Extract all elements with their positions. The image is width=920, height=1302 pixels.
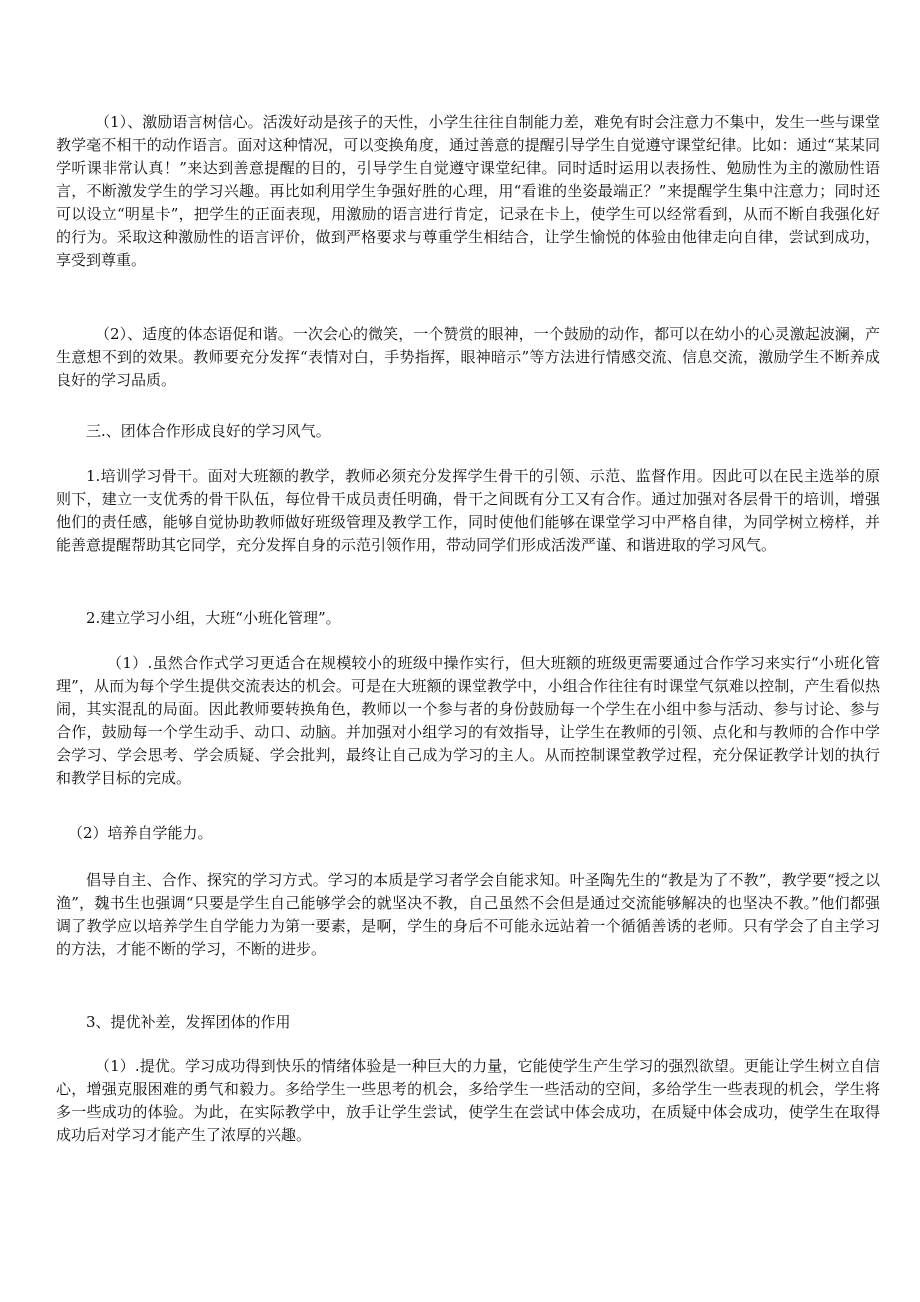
- section-heading-team-cooperation: 三.、团体合作形成良好的学习风气。: [86, 422, 331, 440]
- subheading-tiered-support: 3、提优补差，发挥团体的作用: [86, 1013, 291, 1031]
- paragraph-excellence: （1）.提优。学习成功得到快乐的情绪体验是一种巨大的力量，它能使学生产生学习的强烈欲望。更能让学生树立自信心，增强克服困难的勇气和毅力。多给学生一些思考的机会，多给学生一些活动的空间，多给学生一些表现的机会，学生将多一些成功的体验。为此，在实际教学中，放手让学生尝试，使学生在尝试中体会成功，在质疑中体会成功，使学生在取得成功后对学习才能产生了浓厚的兴趣。: [56, 1057, 880, 1144]
- subheading-self-study: （2）培养自学能力。: [68, 824, 213, 842]
- paragraph-cooperative-learning: （1）.虽然合作式学习更适合在规模较小的班级中操作实行，但大班额的班级更需要通过合作学习来实行“小班化管理”，从而为每个学生提供交流表达的机会。可是在大班额的课堂教学中，小组合作往往有时课堂气氛难以控制，产生看似热闹，其实混乱的局面。因此教师要转换角色，教师以一个参与者的身份鼓励每一个学生在小组中参与活动、参与讨论、参与合作，鼓励每一个学生动手、动口、动脑。并加强对小组学习的有效指导，让学生在教师的引领、点化和与教师的合作中学会学习、学会思考、学会质疑、学会批判，最终让自己成为学习的主人。从而控制课堂教学过程，充分保证教学计划的执行和教学目标的完成。: [56, 654, 880, 787]
- subheading-study-groups: 2.建立学习小组，大班“小班化管理”。: [86, 609, 341, 627]
- paragraph-body-language: （2）、适度的体态语促和谐。一次会心的微笑，一个赞赏的眼神，一个鼓励的动作，都可以在幼小的心灵激起波澜，产生意想不到的效果。教师要充分发挥“表情对白，手势指挥，眼神暗示”等方法进行情感交流、信息交流，激励学生不断养成良好的学习品质。: [56, 325, 880, 389]
- paragraph-encouraging-language: （1）、激励语言树信心。活泼好动是孩子的天性，小学生往往自制能力差，难免有时会注意力不集中，发生一些与课堂教学毫不相干的动作语言。面对这种情况，可以变换角度，通过善意的提醒引导学生自觉遵守课堂纪律。比如：通过“某某同学听课非常认真！”来达到善意提醒的目的，引导学生自觉遵守课堂纪律。同时适时运用以表扬性、勉励性为主的激励性语言，不断激发学生的学习兴趣。再比如利用学生争强好胜的心理，用“看谁的坐姿最端正？”来提醒学生集中注意力；同时还可以设立“明星卡”，把学生的正面表现，用激励的语言进行肯定，记录在卡上，使学生可以经常看到，从而不断自我强化好的行为。采取这种激励性的语言评价，做到严格要求与尊重学生相结合，让学生愉悦的体验由他律走向自律，尝试到成功，享受到尊重。: [56, 113, 880, 269]
- paragraph-train-backbones: 1.培训学习骨干。面对大班额的教学，教师必须充分发挥学生骨干的引领、示范、监督作用。因此可以在民主选举的原则下，建立一支优秀的骨干队伍，每位骨干成员责任明确，骨干之间既有分工又有合作。通过加强对各层骨干的培训，增强他们的责任感，能够自觉协助教师做好班级管理及教学工作，同时使他们能够在课堂学习中严格自律，为同学树立榜样，并能善意提醒帮助其它同学，充分发挥自身的示范引领作用，带动同学们形成活泼严谨、和谐进取的学习风气。: [56, 467, 880, 554]
- paragraph-self-study: 倡导自主、合作、探究的学习方式。学习的本质是学习者学会自能求知。叶圣陶先生的“教是为了不教”，教学要“授之以渔”，魏书生也强调“只要是学生自己能够学会的就坚决不教，自己虽然不会但是通过交流能够解决的也坚决不教。”他们都强调了教学应以培养学生自学能力为第一要素，是啊，学生的身后不可能永远站着一个循循善诱的老师。只有学会了自主学习的方法，才能不断的学习，不断的进步。: [56, 871, 880, 958]
